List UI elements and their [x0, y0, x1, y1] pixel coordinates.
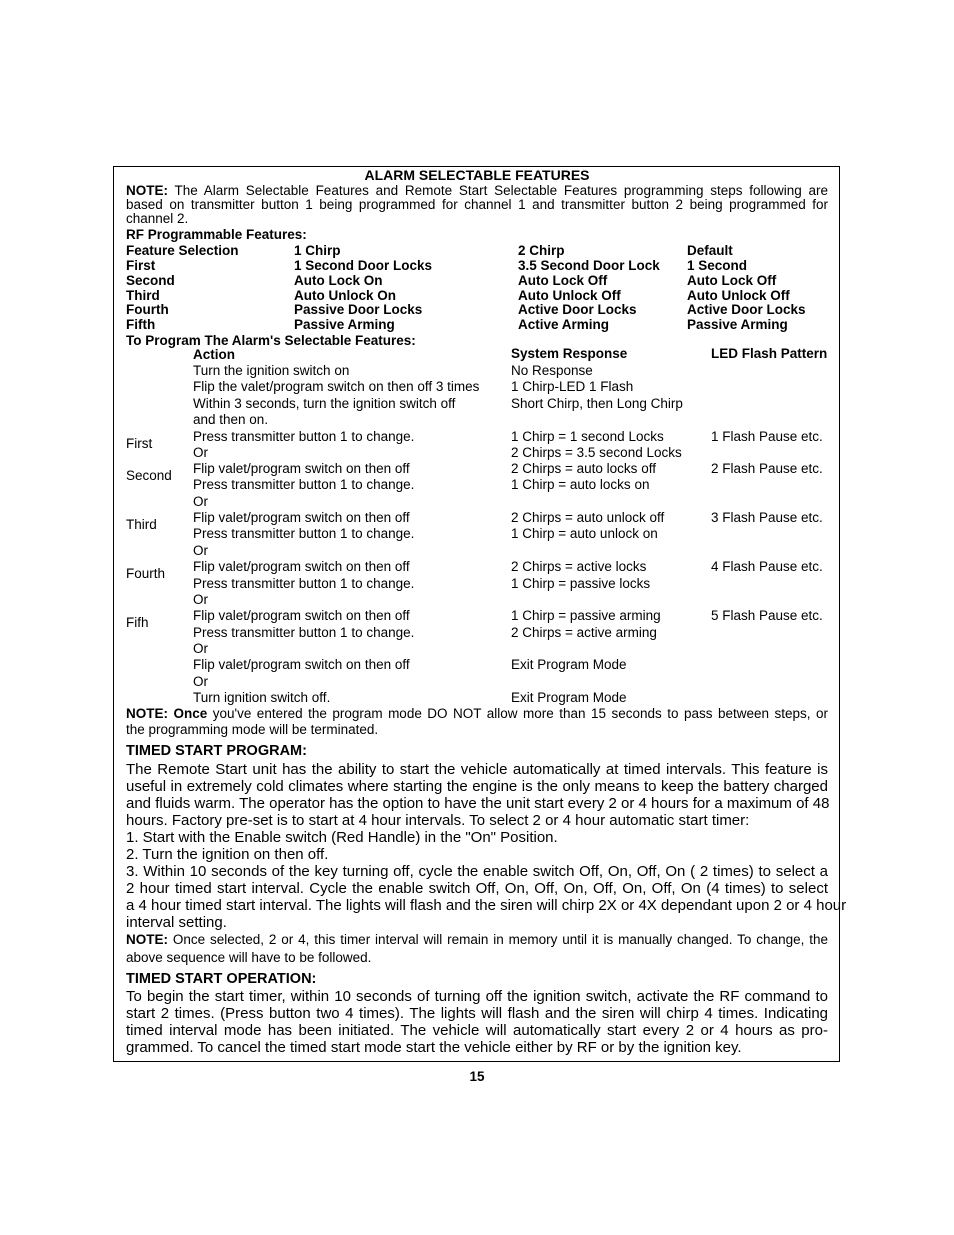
note-line: channel 2. [126, 211, 189, 226]
program-action: Turn the ignition switch on [193, 363, 350, 378]
note-line: NOTE: Once you've entered the program mode DO NOT allow more than 15 seconds to pass between steps, or [126, 706, 828, 721]
timed-program-line: hours. Factory pre-set is to start at 4 hour intervals. To select 2 or 4 hour automatic start timer: [126, 812, 750, 829]
program-action: and then on. [193, 412, 269, 427]
feature-table-cell: Passive Arming [687, 317, 788, 333]
program-action: Flip valet/program switch on then off [193, 608, 410, 623]
program-led: 4 Flash Pause etc. [711, 559, 823, 574]
program-feature: Second [126, 468, 172, 483]
program-response: 2 Chirps = auto locks off [511, 461, 656, 476]
note-line: above sequence will have to be followed. [126, 950, 372, 965]
timed-operation-heading: TIMED START OPERATION: [126, 971, 317, 987]
feature-table-cell: Auto Lock On [294, 272, 383, 288]
timed-operation-line: grammed. To cancel the timed start mode start the vehicle either by RF or by the ignition key. [126, 1039, 742, 1056]
program-response: 2 Chirps = 3.5 second Locks [511, 445, 682, 460]
program-response: 2 Chirps = active arming [511, 625, 657, 640]
timed-operation-line: start 2 times. (Press button two 4 times). The lights will flash and the siren will chirp 4 times. Indicating [126, 1005, 828, 1022]
program-action: Flip valet/program switch on then off [193, 559, 410, 574]
program-led: 1 Flash Pause etc. [711, 429, 823, 444]
program-response: 1 Chirp = auto locks on [511, 477, 650, 492]
led-header: LED Flash Pattern [711, 346, 828, 361]
feature-table-cell: 3.5 Second Door Lock [518, 258, 660, 273]
program-action: Within 3 seconds, turn the ignition switch off [193, 396, 456, 411]
section-title: ALARM SELECTABLE FEATURES [364, 167, 590, 183]
program-heading: To Program The Alarm's Selectable Features: [126, 333, 416, 348]
feature-table-cell: Fourth [126, 302, 169, 318]
program-action: Press transmitter button 1 to change. [193, 625, 415, 640]
program-led: 3 Flash Pause etc. [711, 510, 823, 525]
note-line: NOTE: The Alarm Selectable Features and Remote Start Selectable Features programming steps following are [126, 183, 829, 198]
program-led: 5 Flash Pause etc. [711, 608, 823, 623]
feature-table-header: 1 Chirp [294, 243, 341, 258]
timed-operation-line: timed interval mode has been initiated. The vehicle will automatically start every 2 or 4 hours as pro- [126, 1022, 828, 1039]
feature-table-cell: Auto Lock Off [518, 272, 608, 288]
program-response: 1 Chirp = 1 second Locks [511, 429, 664, 444]
feature-table-cell: Second [126, 272, 175, 288]
program-action: Turn ignition switch off. [193, 690, 331, 705]
program-led: 2 Flash Pause etc. [711, 461, 823, 476]
program-response: Exit Program Mode [511, 690, 627, 705]
program-action: Press transmitter button 1 to change. [193, 429, 415, 444]
program-action: Flip valet/program switch on then off [193, 657, 410, 672]
program-response: 2 Chirps = active locks [511, 559, 647, 574]
timed-program-line: interval setting. [126, 914, 227, 931]
program-response: 1 Chirp = passive locks [511, 576, 651, 591]
program-response: 1 Chirp = passive arming [511, 608, 661, 623]
feature-table-cell: Active Arming [518, 317, 610, 333]
timed-program-line: 2. Turn the ignition on then off. [126, 846, 329, 863]
program-action: Press transmitter button 1 to change. [193, 477, 415, 492]
feature-table-header: Feature Selection [126, 243, 239, 258]
response-header: System Response [511, 346, 628, 361]
action-header: Action [193, 347, 235, 362]
timed-program-line: a 4 hour timed start interval. The lights will flash and the siren will chirp 2X or 4X dependant upon 2 or 4 hour [126, 897, 847, 914]
program-action: Press transmitter button 1 to change. [193, 526, 415, 541]
timed-program-line: 3. Within 10 seconds of the key turning off, cycle the enable switch Off, On, Off, On ( 2 times) to select a [126, 863, 828, 880]
program-response: Exit Program Mode [511, 657, 627, 672]
feature-table-header: Default [687, 243, 733, 258]
feature-table-cell: Active Door Locks [518, 302, 637, 318]
feature-table-cell: Auto Lock Off [687, 272, 777, 288]
page-number: 15 [469, 1069, 485, 1084]
note-label: NOTE: [126, 183, 168, 198]
program-action: Or [193, 674, 208, 689]
program-response: 1 Chirp-LED 1 Flash [511, 379, 634, 394]
timed-program-line: and fluids warm. The operator has the option to have the unit start every 2 or 4 hours for a maximum of 48 [126, 795, 830, 812]
program-response: 2 Chirps = auto unlock off [511, 510, 665, 525]
feature-table-header: 2 Chirp [518, 243, 565, 258]
program-response: No Response [511, 363, 593, 378]
program-action: Or [193, 445, 208, 460]
note-line: the programming mode will be terminated. [126, 722, 379, 737]
note-label: NOTE: [126, 706, 168, 721]
feature-table-cell: First [126, 258, 156, 273]
timed-program-heading: TIMED START PROGRAM: [126, 743, 307, 759]
feature-table-cell: Auto Unlock Off [518, 287, 621, 303]
timed-program-line: 1. Start with the Enable switch (Red Handle) in the "On" Position. [126, 829, 558, 846]
feature-table-cell: Fifth [126, 317, 156, 333]
feature-table-cell: 1 Second [687, 258, 748, 273]
note-line: based on transmitter button 1 being programmed for channel 1 and transmitter button 2 being programmed for [126, 197, 828, 212]
program-feature: Fifh [126, 615, 149, 630]
feature-table-cell: Passive Arming [294, 317, 395, 333]
timed-program-line: 2 hour timed start interval. Cycle the enable switch Off, On, Off, On, Off, On, Off, On (4 times) to select [126, 880, 828, 897]
program-action: Flip valet/program switch on then off [193, 510, 410, 525]
note-label: NOTE: [126, 932, 168, 947]
timed-operation-line: To begin the start timer, within 10 seconds of turning off the ignition switch, activate the RF command to [126, 988, 828, 1005]
program-action: Or [193, 641, 208, 656]
program-action: Or [193, 543, 208, 558]
feature-table-cell: Active Door Locks [687, 302, 806, 318]
timed-program-line: useful in extremely cold climates where starting the engine is the only means to keep the battery charged [126, 778, 828, 795]
feature-table-cell: Passive Door Locks [294, 302, 423, 318]
program-action: Or [193, 592, 208, 607]
program-action: Or [193, 494, 208, 509]
program-action: Flip valet/program switch on then off [193, 461, 410, 476]
program-action: Flip the valet/program switch on then off 3 times [193, 379, 480, 394]
program-response: Short Chirp, then Long Chirp [511, 396, 683, 411]
program-feature: First [126, 436, 153, 451]
program-feature: Third [126, 517, 157, 532]
feature-table-cell: Auto Unlock On [294, 287, 396, 303]
program-response: 1 Chirp = auto unlock on [511, 526, 658, 541]
timed-program-line: The Remote Start unit has the ability to start the vehicle automatically at timed intervals. This feature is [126, 761, 828, 778]
feature-table-cell: 1 Second Door Locks [294, 258, 433, 273]
program-action: Press transmitter button 1 to change. [193, 576, 415, 591]
feature-table-cell: Third [126, 287, 160, 303]
feature-table-cell: Auto Unlock Off [687, 287, 790, 303]
rf-heading: RF Programmable Features: [126, 227, 307, 242]
program-feature: Fourth [126, 566, 166, 581]
note-line: NOTE: Once selected, 2 or 4, this timer interval will remain in memory until it is manually changed. To change, the [126, 932, 828, 947]
